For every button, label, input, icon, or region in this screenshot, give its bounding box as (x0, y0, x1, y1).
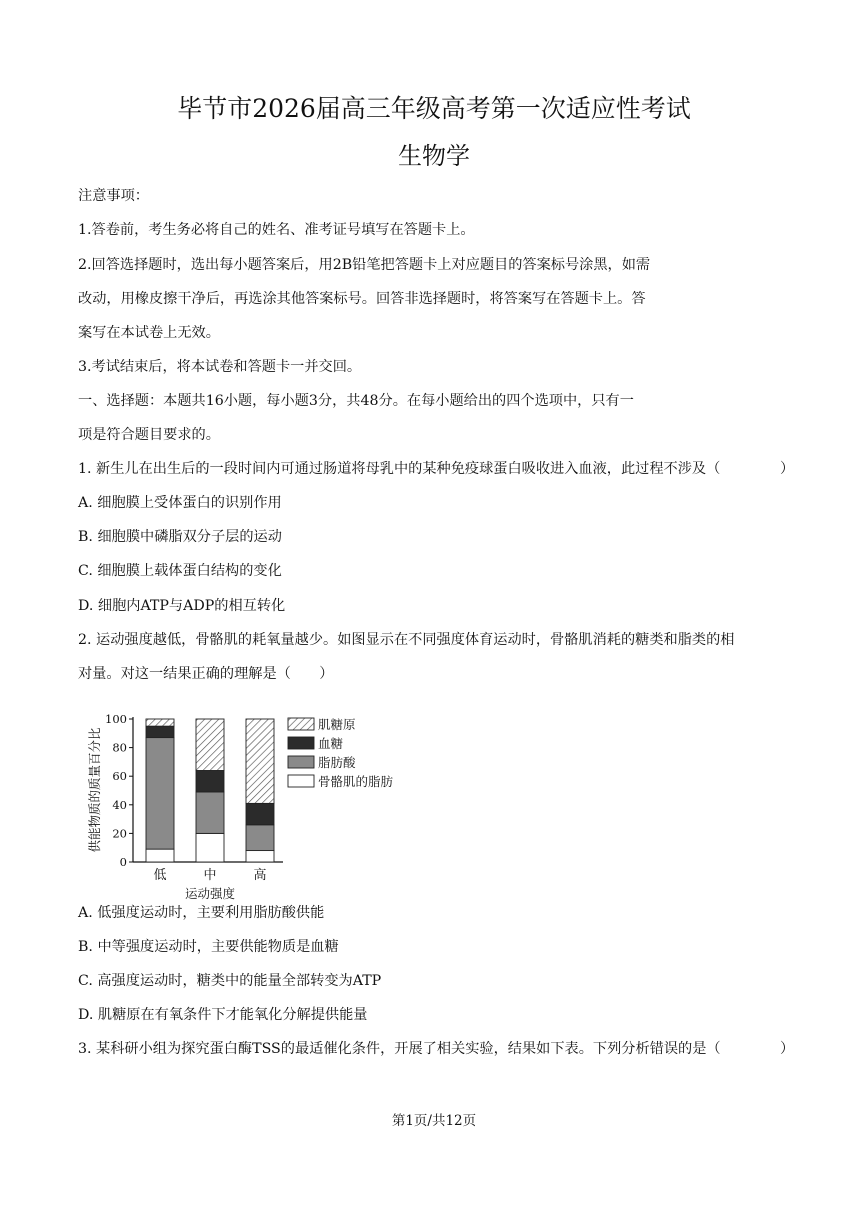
stacked-bar-chart (85, 704, 425, 900)
y-tick-label: 80 (112, 740, 127, 755)
bar-segment (246, 803, 274, 824)
legend-swatch (288, 737, 314, 749)
y-tick-label: 100 (105, 712, 127, 726)
question-2-option: A. 低强度运动时，主要利用脂肪酸供能 (78, 905, 325, 921)
section-intro: 项是符合题目要求的。 (78, 427, 220, 443)
bar-segment (246, 825, 274, 851)
legend-swatch (288, 756, 314, 768)
bar-segment (196, 770, 224, 791)
question-2-option: B. 中等强度运动时，主要供能物质是血糖 (78, 939, 339, 955)
question-3-bracket: ） (780, 1041, 795, 1057)
question-2-option: C. 高强度运动时，糖类中的能量全部转变为ATP (78, 973, 382, 989)
legend-label: 脂肪酸 (318, 755, 356, 770)
x-tick-label: 低 (153, 868, 167, 883)
y-tick-label: 0 (119, 855, 127, 869)
y-tick-label: 60 (112, 769, 127, 784)
notice-item: 1.答卷前，考生务必将自己的姓名、准考证号填写在答题卡上。 (78, 222, 475, 238)
legend-label: 血糖 (318, 736, 344, 751)
y-axis-label: 供能物质的质量百分比 (87, 727, 102, 853)
question-1-option: B. 细胞膜中磷脂双分子层的运动 (78, 529, 282, 545)
bar-segment (146, 849, 174, 862)
legend-label: 肌糖原 (318, 717, 356, 732)
notice-heading: 注意事项： (78, 188, 149, 204)
notice-item: 3.考试结束后，将本试卷和答题卡一并交回。 (78, 359, 362, 375)
notice-item: 案写在本试卷上无效。 (78, 325, 220, 341)
y-tick-label: 20 (112, 826, 127, 841)
legend-label: 骨骼肌的脂肪 (318, 774, 394, 789)
section-intro: 一、选择题：本题共16小题，每小题3分，共48分。在每小题给出的四个选项中，只有一 (78, 393, 634, 409)
bar-segment (196, 792, 224, 833)
question-1-option: D. 细胞内ATP与ADP的相互转化 (78, 598, 286, 614)
question-2-option: D. 肌糖原在有氧条件下才能氧化分解提供能量 (78, 1007, 368, 1023)
bar-segment (246, 719, 274, 803)
question-2-stem: 2. 运动强度越低，骨骼肌的耗氧量越少。如图显示在不同强度体育运动时，骨骼肌消耗的糖类和脂类的相 (78, 632, 735, 648)
notice-item: 改动，用橡皮擦干净后，再选涂其他答案标号。回答非选择题时，将答案写在答题卡上。答 (78, 291, 646, 307)
legend-swatch (288, 718, 314, 730)
y-tick-label: 40 (112, 797, 127, 812)
page-number: 第1页/共12页 (391, 1113, 477, 1129)
bar-segment (146, 738, 174, 850)
x-tick-label: 高 (253, 868, 267, 883)
bar-segment (196, 833, 224, 862)
notice-item: 2.回答选择题时，选出每小题答案后，用2B铅笔把答题卡上对应题目的答案标号涂黑，如需 (78, 257, 651, 273)
question-1-stem: 1. 新生儿在出生后的一段时间内可通过肠道将母乳中的某种免疫球蛋白吸收进入血液，此过程不涉及（ (78, 461, 721, 477)
bar-segment (146, 726, 174, 737)
x-axis-label: 运动强度 (184, 886, 236, 900)
legend-swatch (288, 775, 314, 787)
question-1-option: A. 细胞膜上受体蛋白的识别作用 (78, 495, 282, 511)
bar-segment (146, 719, 174, 726)
subject-title: 生物学 (398, 142, 470, 170)
question-2-stem: 对量。对这一结果正确的理解是（ ） (78, 666, 334, 682)
x-tick-label: 中 (203, 868, 217, 883)
bar-segment (196, 719, 224, 770)
question-1-bracket: ） (780, 461, 795, 477)
bar-segment (246, 851, 274, 862)
question-1-option: C. 细胞膜上载体蛋白结构的变化 (78, 563, 282, 579)
document-title: 毕节市2026届高三年级高考第一次适应性考试 (177, 94, 691, 123)
question-3-stem: 3. 某科研小组为探究蛋白酶TSS的最适催化条件，开展了相关实验，结果如下表。下列分析错误的是（ (78, 1041, 721, 1057)
